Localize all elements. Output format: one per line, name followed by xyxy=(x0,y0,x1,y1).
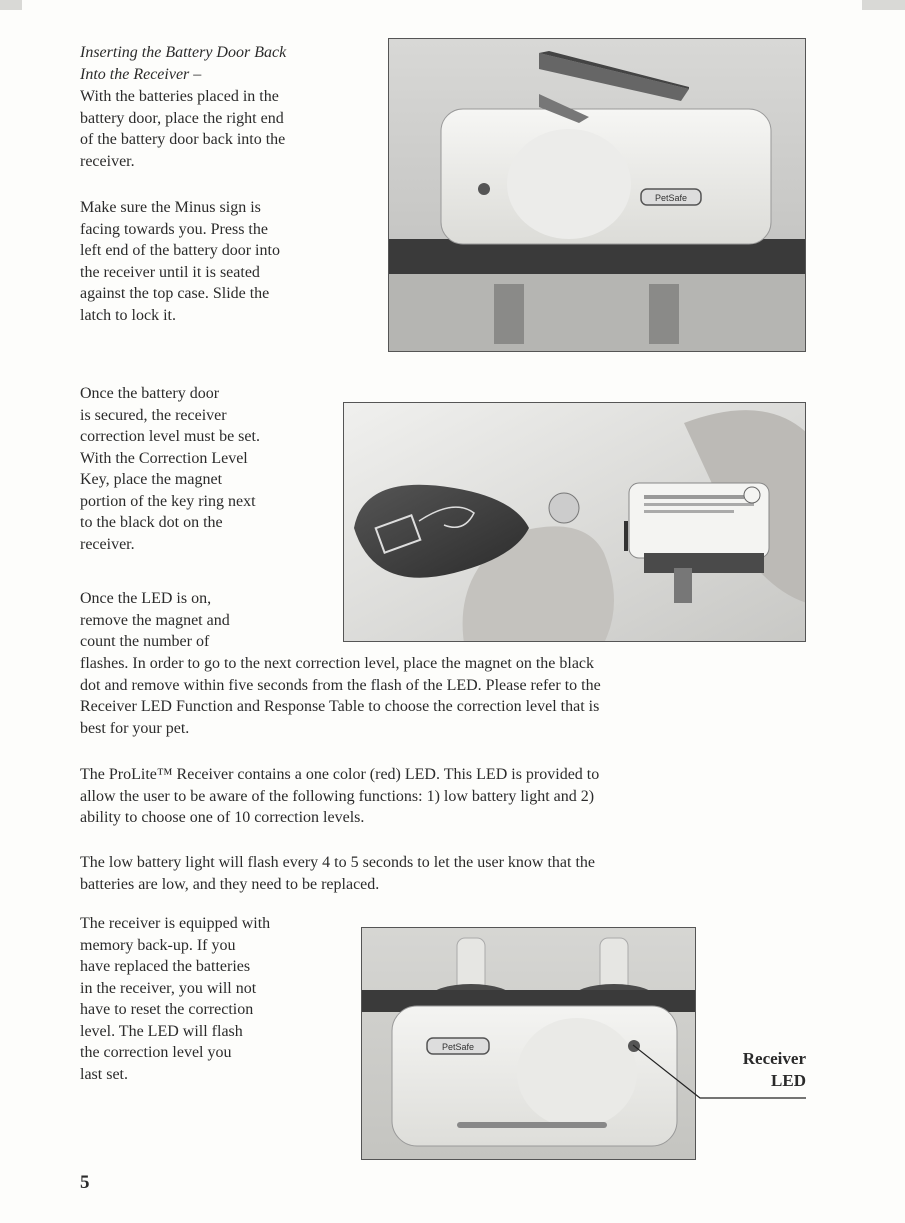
text-line: The receiver is equipped with xyxy=(80,915,271,932)
text-line: Receiver LED Function and Response Table to choose the correction level that is xyxy=(80,698,600,715)
scan-edge-mark-right xyxy=(862,0,905,10)
text-line: in the receiver, you will not xyxy=(80,979,257,997)
petsafe-logo: PetSafe xyxy=(654,193,688,203)
text-line: best for your pet. xyxy=(80,719,190,737)
text-line: against the top case. Slide the xyxy=(80,285,270,302)
text-line: to the black dot on the xyxy=(80,514,223,531)
caption-line: Receiver xyxy=(742,1049,806,1068)
battery-door-photo xyxy=(388,38,806,352)
section2-para1 xyxy=(80,383,260,555)
text-line: have replaced the batteries xyxy=(80,958,251,975)
section1-para2 xyxy=(80,197,280,326)
text-line: latch to lock it. xyxy=(80,306,176,324)
section3-para2 xyxy=(80,852,595,895)
correction-key-photo xyxy=(343,402,806,642)
text-line: allow the user to be aware of the following functions: 1) low battery light and 2) xyxy=(80,787,595,805)
text-line: is secured, the receiver xyxy=(80,406,227,424)
section1-heading xyxy=(80,42,286,85)
petsafe-logo: PetSafe xyxy=(441,1042,475,1052)
section4-para1 xyxy=(80,913,270,1085)
text-line: flashes. In order to go to the next correction level, place the magnet on the black xyxy=(80,655,595,672)
heading-line: Inserting the Battery Door Back xyxy=(80,44,287,61)
text-line: The low battery light will flash every 4 to 5 seconds to let the user know that the xyxy=(80,854,595,871)
text-line: Make sure the Minus sign is xyxy=(80,199,261,216)
text-line: Once the LED is on, xyxy=(80,590,212,607)
text-line: The ProLite™ Receiver contains a one color (red) LED. This LED is provided to xyxy=(80,766,600,783)
section3-para1 xyxy=(80,764,599,829)
text-line: portion of the key ring next xyxy=(80,492,256,510)
text-line: level. The LED will flash xyxy=(80,1022,243,1040)
text-line: have to reset the correction xyxy=(80,1001,254,1018)
heading-line: Into the Receiver – xyxy=(80,65,202,83)
text-line: ability to choose one of 10 correction levels. xyxy=(80,809,365,826)
section1-para1 xyxy=(80,86,285,172)
receiver-led-caption xyxy=(700,1048,806,1092)
text-line: battery door, place the right end xyxy=(80,109,284,127)
text-line: left end of the battery door into xyxy=(80,242,280,259)
text-line: the receiver until it is seated xyxy=(80,263,260,281)
scan-edge-mark-left xyxy=(0,0,22,10)
section2-para2-short xyxy=(80,588,230,653)
text-line: remove the magnet and xyxy=(80,611,230,629)
section2-para2-full xyxy=(80,653,601,739)
page-number: 5 xyxy=(80,1172,90,1193)
text-line: dot and remove within five seconds from the flash of the LED. Please refer to the xyxy=(80,676,601,694)
text-line: the correction level you xyxy=(80,1044,232,1061)
text-line: correction level must be set. xyxy=(80,428,260,445)
caption-line: LED xyxy=(771,1071,806,1090)
text-line: batteries are low, and they need to be replaced. xyxy=(80,875,380,893)
text-line: facing towards you. Press the xyxy=(80,220,268,238)
text-line: count the number of xyxy=(80,633,210,650)
text-line: receiver. xyxy=(80,535,135,553)
text-line: memory back-up. If you xyxy=(80,936,236,954)
text-line: of the battery door back into the xyxy=(80,131,286,148)
text-line: With the batteries placed in the xyxy=(80,88,279,105)
text-line: Key, place the magnet xyxy=(80,471,223,488)
text-line: last set. xyxy=(80,1065,128,1083)
text-line: Once the battery door xyxy=(80,385,220,402)
text-line: With the Correction Level xyxy=(80,449,248,467)
text-line: receiver. xyxy=(80,152,135,170)
